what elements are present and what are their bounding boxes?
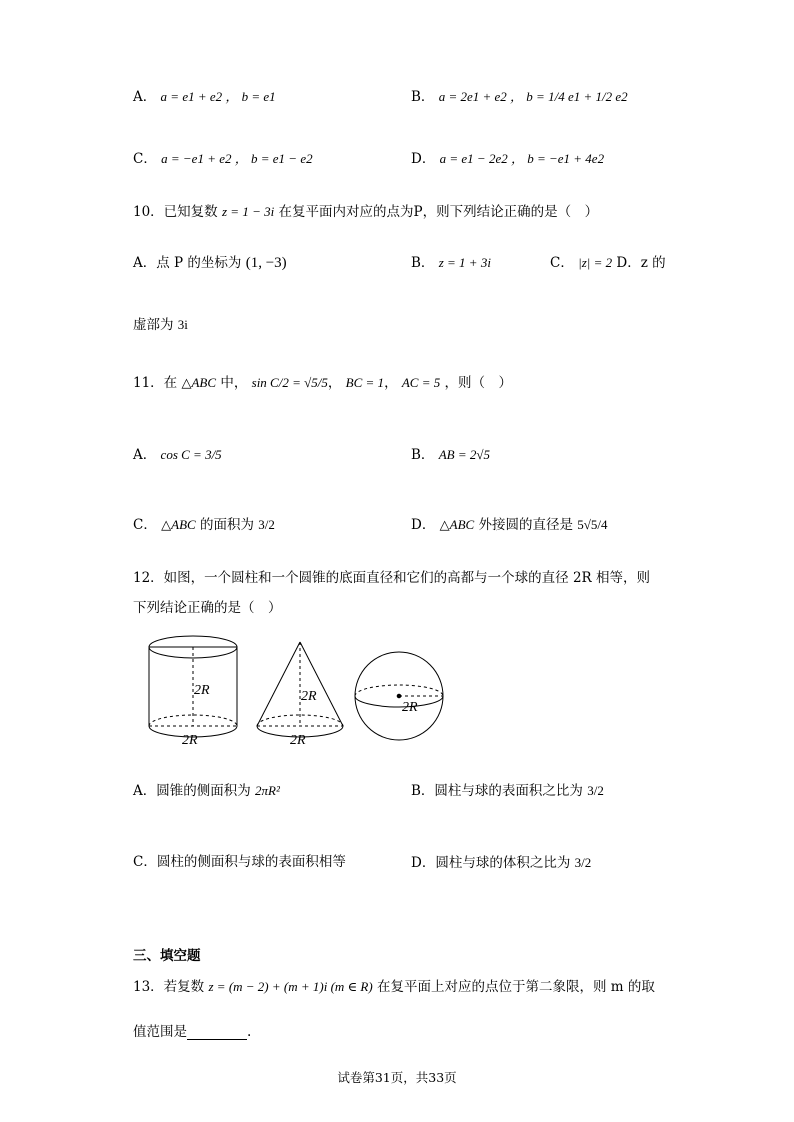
q13-stem-text-3: 值范围是 <box>133 1024 187 1040</box>
q9-option-a <box>133 90 276 105</box>
option-label: A． <box>133 89 157 105</box>
cone-height-label: 2R <box>301 689 317 704</box>
q13-stem-text-2: 在复平面上对应的点位于第二象限，则 m 的取 <box>377 979 655 995</box>
q12-stem-line1: 12．如图，一个圆柱和一个圆锥的底面直径和它们的高都与一个球的直径 2R 相等，则 <box>133 570 651 586</box>
q12-option-a <box>133 784 280 799</box>
q9-a-math: a = e1 + e2 ， b = e1 <box>160 89 276 104</box>
q13-stem-text: 13．若复数 <box>133 979 205 995</box>
cone-diameter-label: 2R <box>290 733 306 748</box>
option-label: D． <box>411 151 436 167</box>
q11-stem-text: 11．在 <box>133 375 178 391</box>
q10-option-c-d <box>550 256 666 271</box>
q9-option-c <box>133 152 313 167</box>
option-label: B． <box>411 255 435 271</box>
q13-stem-line2 <box>133 1026 251 1040</box>
q11-d-text: 外接圆的直径是 <box>478 517 573 533</box>
q12-d-text: D．圆柱与球的体积之比为 <box>411 855 571 871</box>
cylinder-height-label: 2R <box>194 683 210 698</box>
q10-stem <box>133 205 598 220</box>
q13-stem-math: z = (m − 2) + (m + 1)i (m ∈ R) <box>208 979 373 994</box>
q11-c-triangle: △ABC <box>161 517 196 532</box>
q12-option-c: C．圆柱的侧面积与球的表面积相等 <box>133 854 346 870</box>
q11-ac: AC = 5 <box>401 375 441 390</box>
q11-bc: BC = 1 <box>345 375 385 390</box>
page-footer: 试卷第31页，共33页 <box>337 1070 457 1085</box>
q13-stem-end: . <box>247 1024 252 1040</box>
answer-blank[interactable] <box>187 1027 247 1040</box>
sphere-diameter-label: 2R <box>402 700 418 715</box>
q11-a-math: cos C = 3/5 <box>160 447 222 462</box>
option-label: C． <box>133 517 157 533</box>
q10-b-math: z = 1 + 3i <box>438 255 491 270</box>
q11-c-val: 3/2 <box>258 517 275 532</box>
option-label: C． <box>550 255 574 271</box>
q11-c-text: 的面积为 <box>200 517 254 533</box>
q11-option-d <box>411 518 608 533</box>
q11-b-math: AB = 2√5 <box>438 447 491 462</box>
q12-b-val: 3/2 <box>587 783 604 798</box>
section-title: 三、填空题 <box>133 948 201 964</box>
option-label: B． <box>411 89 435 105</box>
q11-d-triangle: △ABC <box>439 517 475 532</box>
q10-option-a <box>133 256 287 271</box>
q11-option-a <box>133 448 222 463</box>
q10-d-cont: 虚部为 <box>133 317 174 333</box>
cylinder-diameter-label: 2R <box>182 733 198 748</box>
q9-b-math: a = 2e1 + e2 ， b = 1/4 e1 + 1/2 e2 <box>438 89 628 104</box>
option-label: A． <box>133 447 157 463</box>
q11-option-c <box>133 518 275 533</box>
option-label: C． <box>133 151 157 167</box>
q9-d-math: a = e1 − 2e2 ， b = −e1 + 4e2 <box>439 151 605 166</box>
q10-stem-text: 10．已知复数 <box>133 204 218 220</box>
q12-a-math: 2πR² <box>255 783 280 798</box>
q11-stem-text-3: ，则（ ） <box>444 375 513 391</box>
q10-stem-math: z = 1 − 3i <box>221 204 275 219</box>
q10-stem-text-2: 在复平面内对应的点为P，则下列结论正确的是（ ） <box>278 204 599 220</box>
q12-stem-line2: 下列结论正确的是（ ） <box>133 600 282 616</box>
q12-option-b <box>411 784 604 799</box>
q11-stem: 11．在 △ABC 中， sin C/2 = √5/5， BC = 1， AC = 5 ，则（ ） <box>133 375 513 391</box>
q10-a-text: A．点 P 的坐标为 <box>133 255 242 271</box>
option-label: B． <box>411 447 435 463</box>
q12-d-val: 3/2 <box>574 855 592 870</box>
q13-stem-line1 <box>133 980 655 995</box>
q12-b-text: B．圆柱与球的表面积之比为 <box>411 783 583 799</box>
q10-d-text: D．z 的 <box>616 255 666 271</box>
q10-d-math: 3i <box>177 317 188 332</box>
q12-option-d <box>411 856 591 871</box>
q11-d-val: 5√5/4 <box>577 517 608 532</box>
q12-a-text: A．圆锥的侧面积为 <box>133 783 251 799</box>
q10-a-math: (1, −3) <box>245 255 287 271</box>
q12-figure <box>140 630 450 750</box>
q10-option-d-cont <box>133 318 188 333</box>
figure-background <box>140 630 450 750</box>
q11-sin: sin C/2 = √5/5 <box>251 375 328 390</box>
q11-stem-text-2: 中， <box>220 375 248 391</box>
q11-triangle: △ABC <box>181 375 217 390</box>
q11-option-b <box>411 448 490 463</box>
q10-c-math: |z| = 2 <box>578 255 613 270</box>
q9-c-math: a = −e1 + e2 ， b = e1 − e2 <box>161 151 313 166</box>
q9-option-b <box>411 90 628 105</box>
q9-option-d <box>411 152 604 167</box>
q10-option-b <box>411 256 491 271</box>
option-label: D． <box>411 517 436 533</box>
